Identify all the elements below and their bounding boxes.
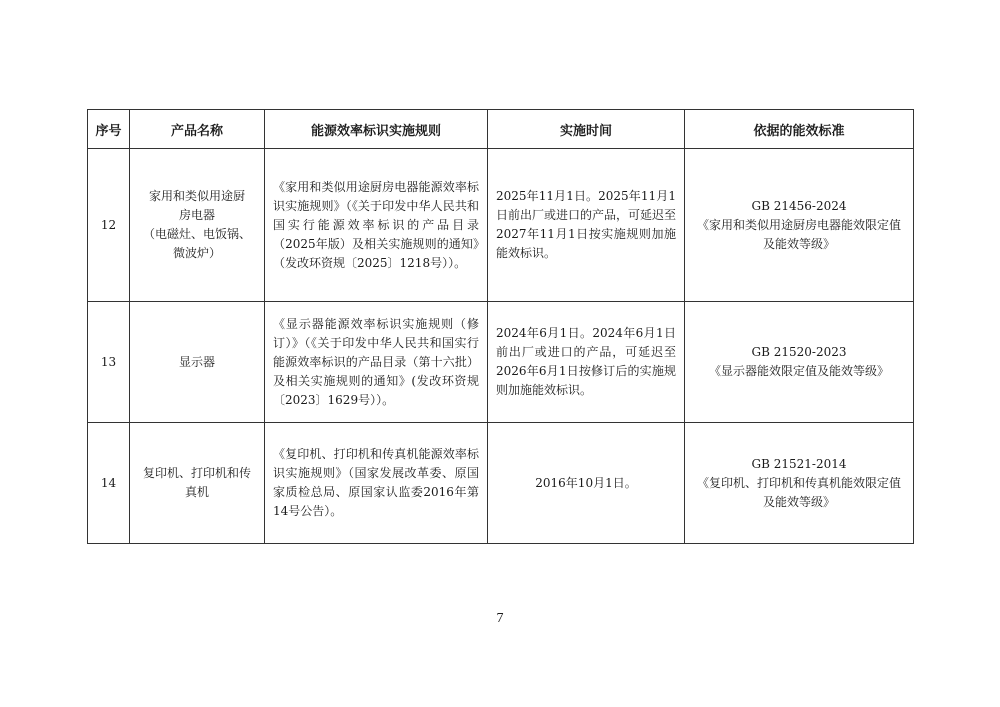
standard-code: GB 21456-2024 [751,198,847,213]
header-implementation-date: 实施时间 [488,110,685,149]
row-efficiency-standard [685,423,914,544]
standard-title: 《家用和类似用途厨房电器能效限定值及能效等级》 [696,217,901,251]
standard-code: GB 21520-2023 [751,345,847,359]
page-number: 7 [496,611,504,626]
product-name-line: 真机 [184,485,209,499]
row-product-name [130,302,265,423]
product-name-line: 家用和类似用途厨 [148,189,245,203]
table-row [88,302,914,423]
row-serial-number: 14 [88,423,130,544]
header-implementation-rule: 能源效率标识实施规则 [265,110,488,149]
standard-title: 《复印机、打印机和传真机能效限定值及能效等级》 [696,475,901,509]
row-implementation-date: 2016年10月1日。 [488,423,685,544]
product-name-line: 微波炉） [172,246,221,260]
row-implementation-date: 2025年11月1日。2025年11月1日前出厂或进口的产品，可延迟至2027年11月1日按实施规则加施能效标识。 [488,149,685,302]
header-product-name: 产品名称 [130,110,265,149]
table-row [88,423,914,544]
row-implementation-rule: 《复印机、打印机和传真机能源效率标识实施规则》（国家发展改革委、原国家质检总局、原国家认监委2016年第14号公告）。 [265,423,488,544]
standard-code: GB 21521-2014 [751,456,847,471]
product-name-line: 显示器 [178,354,215,369]
product-name-line: 复印机、打印机和传 [142,466,251,480]
product-name-line: （电磁灶、电饭锅、 [142,227,251,241]
row-implementation-rule: 《家用和类似用途厨房电器能源效率标识实施规则》（《关于印发中华人民共和国实行能源效率标识的产品目录（2025年版）及相关实施规则的通知》（发改环资规〔2025〕1218号））。 [265,149,488,302]
header-efficiency-standard: 依据的能效标准 [685,110,914,149]
energy-label-table [87,109,914,544]
row-implementation-date: 2024年6月1日。2024年6月1日前出厂或进口的产品，可延迟至2026年6月1日按修订后的实施规则加施能效标识。 [488,302,685,423]
standard-title: 《显示器能效限定值及能效等级》 [708,364,889,378]
row-serial-number: 13 [88,302,130,423]
table-row [88,149,914,302]
row-product-name [130,423,265,544]
header-serial-number: 序号 [88,110,130,149]
product-name-line: 房电器 [178,208,215,222]
row-serial-number: 12 [88,149,130,302]
row-efficiency-standard [685,302,914,423]
row-product-name [130,149,265,302]
row-efficiency-standard [685,149,914,302]
table-header-row [88,110,914,149]
row-implementation-rule: 《显示器能源效率标识实施规则（修订）》（《关于印发中华人民共和国实行能源效率标识的产品目录（第十六批）及相关实施规则的通知》(发改环资规〔2023〕1629号））。 [265,302,488,423]
